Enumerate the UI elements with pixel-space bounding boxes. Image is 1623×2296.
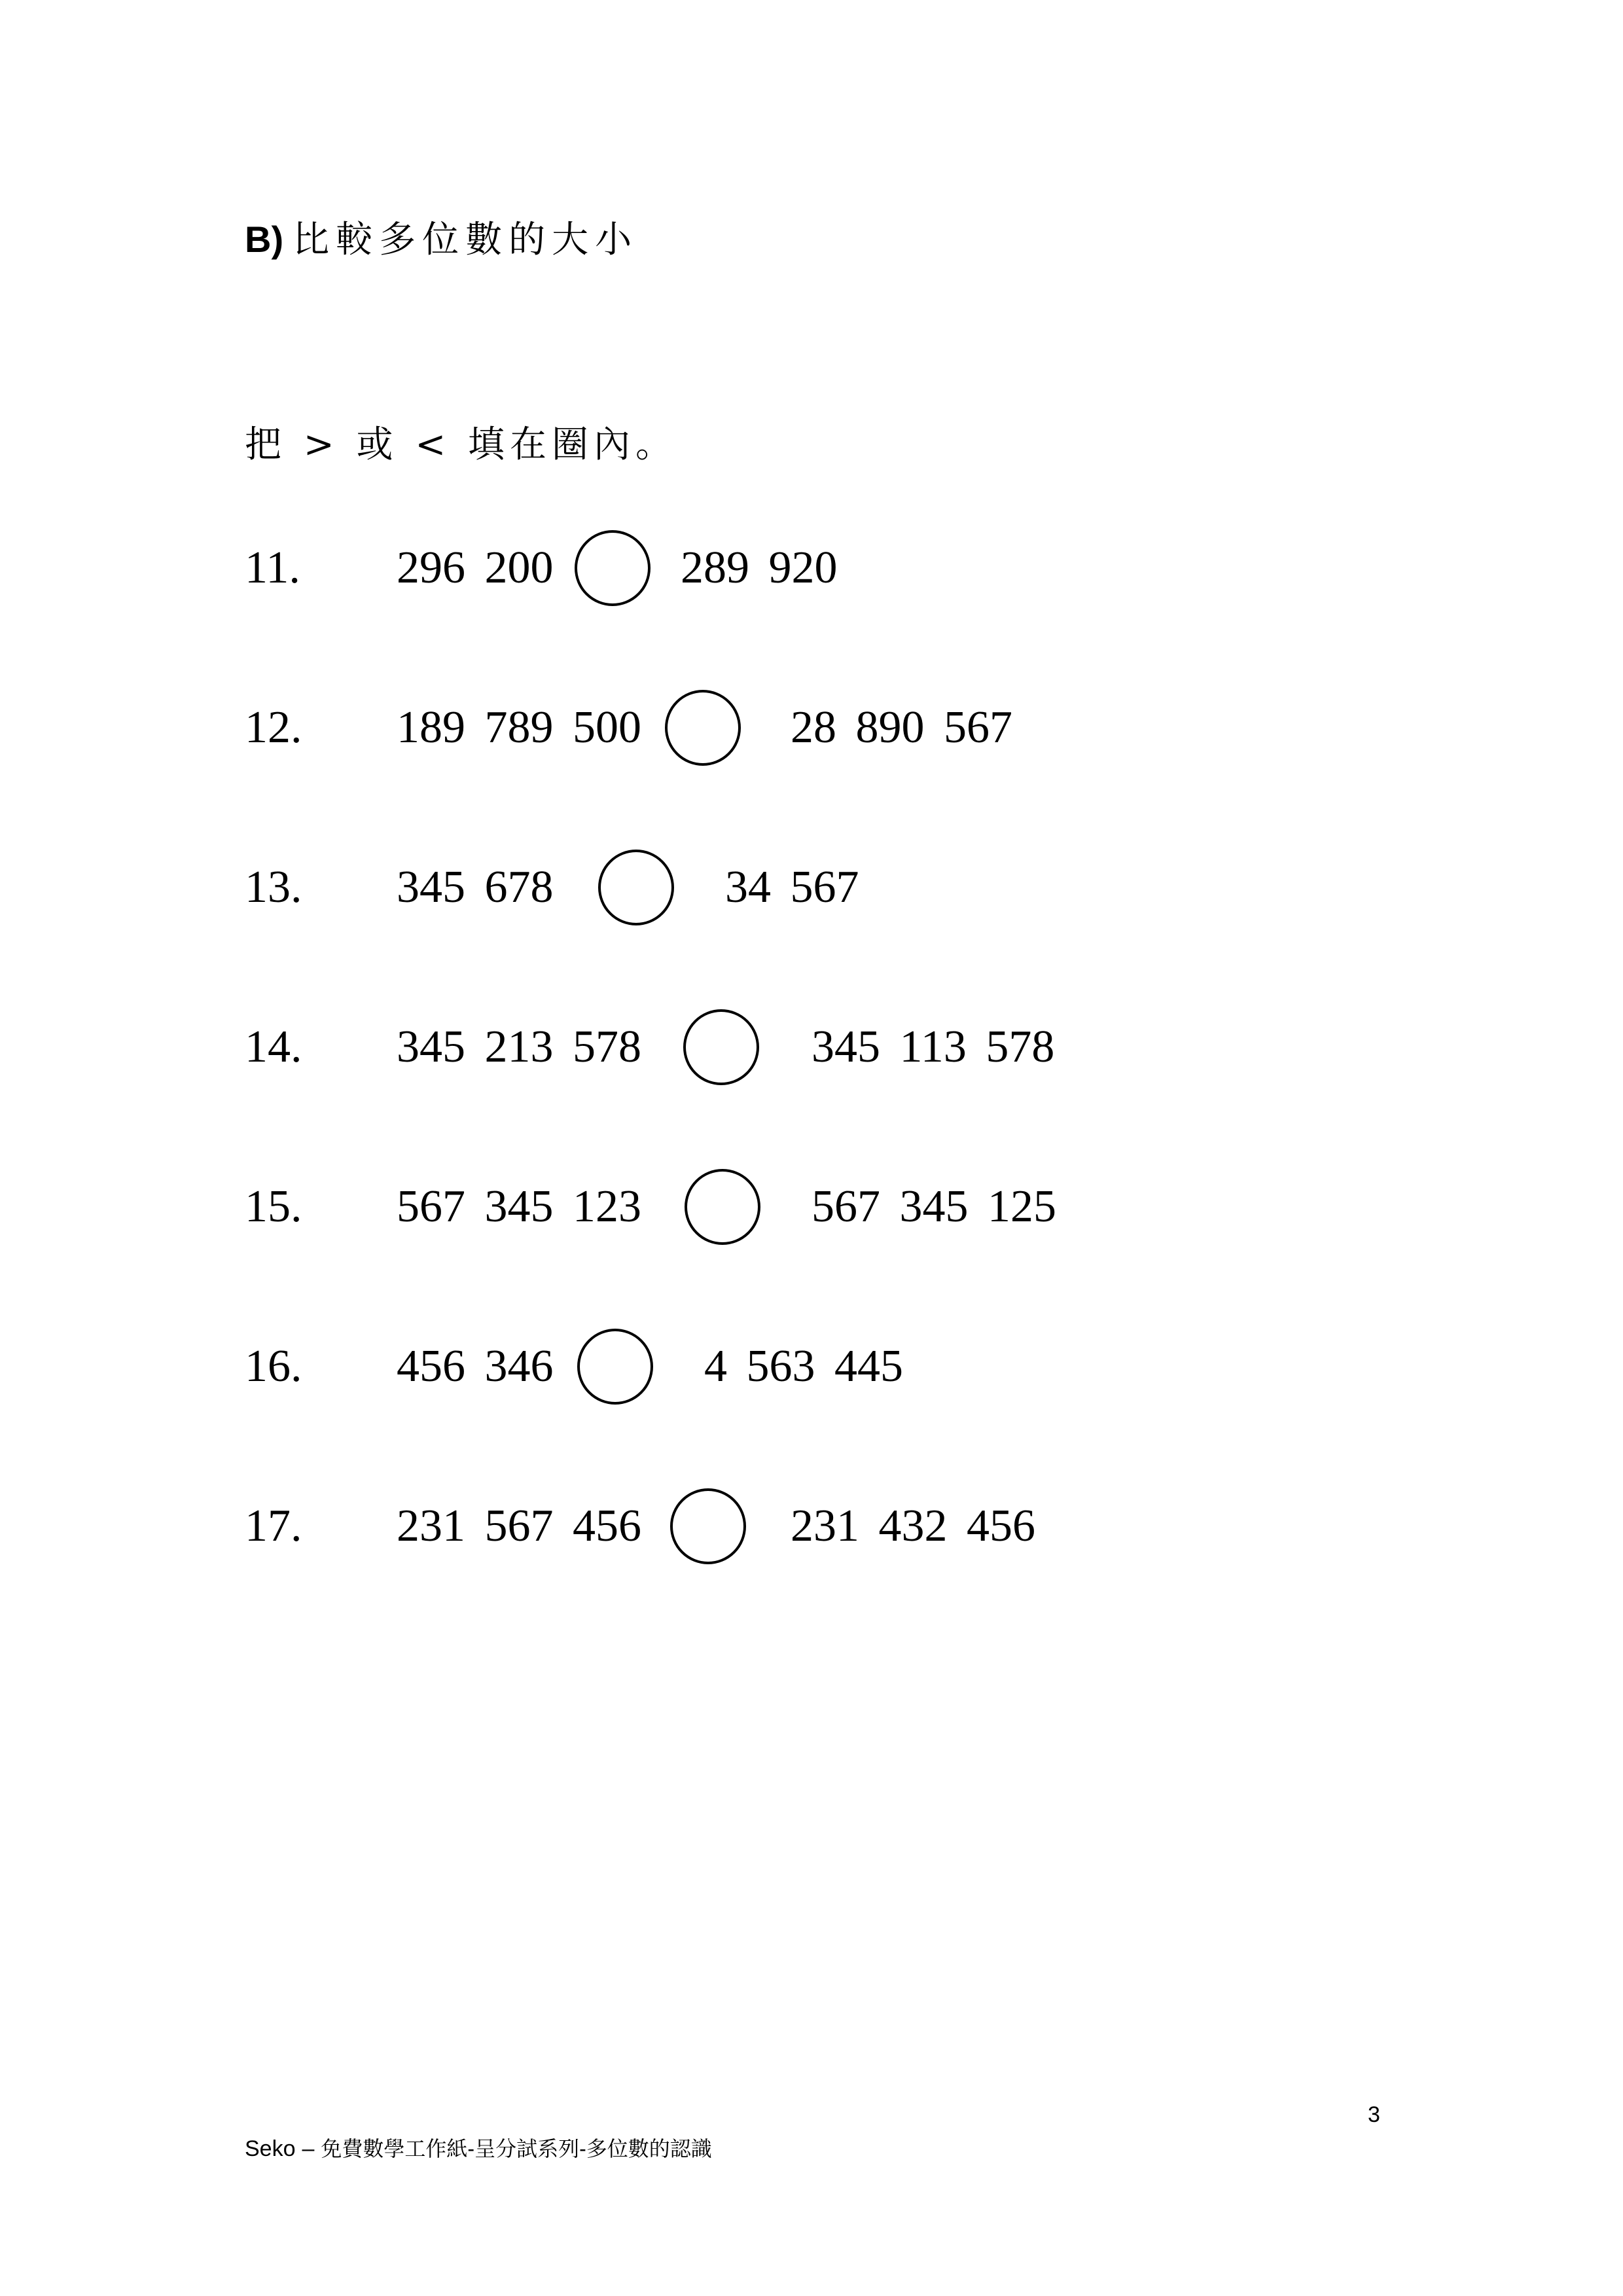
- instruction-text: 把 > 或 < 填在圈內。: [245, 423, 678, 466]
- right-number: 4 563 445: [704, 1341, 903, 1391]
- page-number: 3: [1368, 2102, 1380, 2127]
- left-number: 345 678: [397, 862, 554, 912]
- question-number: 17.: [245, 1501, 302, 1551]
- footer-dash: –: [302, 2136, 315, 2161]
- answer-circle[interactable]: [670, 1488, 746, 1564]
- left-number: 345 213 578: [397, 1022, 641, 1072]
- answer-circle[interactable]: [685, 1169, 760, 1245]
- answer-circle[interactable]: [683, 1009, 759, 1085]
- question-row: [0, 1334, 1623, 1419]
- right-number: 28 890 567: [791, 702, 1012, 753]
- footer-brand: Seko: [245, 2136, 296, 2161]
- footer-subtitle: 免費數學工作紙-呈分試系列-多位數的認識: [321, 2137, 712, 2161]
- question-number: 13.: [245, 862, 302, 912]
- answer-circle[interactable]: [598, 850, 674, 925]
- footer: [245, 2132, 712, 2162]
- left-number: 231 567 456: [397, 1501, 641, 1551]
- left-number: 567 345 123: [397, 1181, 641, 1232]
- right-number: 289 920: [681, 543, 838, 593]
- question-row: [0, 695, 1623, 780]
- question-number: 15.: [245, 1181, 302, 1232]
- question-row: [0, 1014, 1623, 1100]
- question-number: 11.: [245, 543, 300, 593]
- left-number: 189 789 500: [397, 702, 641, 753]
- section-letter: B): [245, 219, 284, 260]
- answer-circle[interactable]: [665, 690, 741, 766]
- question-number: 14.: [245, 1022, 302, 1072]
- question-number: 12.: [245, 702, 302, 753]
- question-row: [0, 855, 1623, 940]
- answer-circle[interactable]: [577, 1329, 653, 1405]
- right-number: 34 567: [725, 862, 859, 912]
- answer-circle[interactable]: [575, 530, 651, 606]
- section-heading: [245, 211, 638, 263]
- right-number: 231 432 456: [791, 1501, 1035, 1551]
- right-number: 345 113 578: [812, 1022, 1055, 1072]
- left-number: 296 200: [397, 543, 554, 593]
- question-row: [0, 1174, 1623, 1259]
- question-row: [0, 1494, 1623, 1579]
- section-title: 比較多位數的大小: [293, 219, 639, 261]
- question-row: [0, 535, 1623, 620]
- left-number: 456 346: [397, 1341, 554, 1391]
- question-number: 16.: [245, 1341, 302, 1391]
- right-number: 567 345 125: [812, 1181, 1056, 1232]
